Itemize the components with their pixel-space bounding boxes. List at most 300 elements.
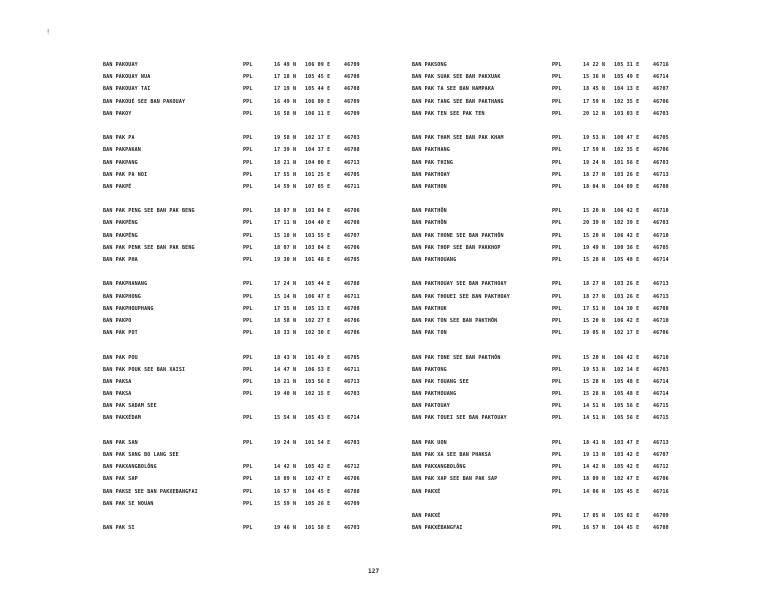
- gazetteer-entry: [103, 99, 403, 111]
- entry-lat: 14 06 N: [583, 488, 606, 495]
- entry-code: 46714: [653, 257, 669, 263]
- entry-code: 46714: [653, 378, 669, 385]
- entry-lat: 19 13 N: [583, 452, 606, 458]
- entry-name: BAN PAKSA: [103, 378, 132, 385]
- entry-code: 46708: [344, 74, 360, 81]
- entry-lon: 105 48 E: [614, 257, 640, 263]
- entry-name: BAN PAK SUAK SEE BAN PAKXUAK: [412, 74, 501, 81]
- entry-name: BAN PAK SANG BO LANG SEE: [103, 452, 179, 458]
- entry-name: BAN PAK SAN: [103, 439, 138, 446]
- entry-lat: 18 21 N: [274, 378, 297, 385]
- entry-name: BAN PAK PA NOI: [103, 171, 148, 178]
- gazetteer-entry: [103, 501, 403, 513]
- entry-lon: 103 26 E: [614, 293, 640, 300]
- entry-type: PPL: [243, 439, 253, 446]
- gazetteer-entry: [103, 147, 403, 159]
- entry-code: 46712: [653, 464, 669, 471]
- entry-lon: 105 31 E: [614, 62, 640, 68]
- entry-lon: 105 48 E: [614, 391, 640, 398]
- entry-type: PPL: [243, 159, 253, 166]
- gazetteer-entry: [412, 415, 712, 427]
- entry-lon: 106 09 E: [305, 98, 331, 105]
- entry-lon: 103 03 E: [614, 110, 640, 117]
- entry-name: BAN PAK TANG SEE BAN PAKTHANG: [412, 98, 504, 105]
- entry-name: BAN PAK TOUANG SEE: [412, 378, 469, 385]
- entry-code: 46706: [653, 476, 669, 483]
- entry-lon: 103 55 E: [305, 232, 331, 239]
- section-gap: [103, 428, 403, 440]
- entry-code: 46707: [653, 86, 669, 93]
- entry-lat: 18 41 N: [583, 439, 606, 446]
- entry-lon: 103 26 E: [614, 171, 640, 178]
- section-gap: [103, 196, 403, 208]
- entry-type: PPL: [243, 305, 253, 312]
- entry-lat: 15 28 N: [583, 257, 606, 263]
- entry-name: BAN PAK THOP SEE BAN PAKKHOP: [412, 244, 501, 251]
- entry-lon: 104 45 E: [305, 488, 331, 495]
- entry-lon: 102 47 E: [305, 476, 331, 483]
- entry-name: BAN PAKTHUK: [412, 305, 447, 312]
- entry-type: PPL: [552, 464, 562, 471]
- entry-lon: 102 47 E: [614, 476, 640, 483]
- entry-name: BAN PAK TOUEI SEE BAN PAKTOUAY: [412, 415, 507, 422]
- gazetteer-entry: [412, 208, 712, 220]
- entry-type: PPL: [552, 366, 562, 373]
- entry-lat: 16 57 N: [274, 488, 297, 495]
- entry-lon: 102 39 E: [614, 220, 640, 227]
- entry-name: BAN PAKPÉNG: [103, 220, 138, 227]
- entry-type: PPL: [552, 257, 562, 263]
- gazetteer-entry: [103, 245, 403, 257]
- entry-name: BAN PAKPANG: [103, 159, 138, 166]
- entry-lat: 16 57 N: [583, 525, 606, 532]
- entry-name: BAN PAKTHOUAY SEE BAN PAKTHOAY: [412, 281, 507, 288]
- entry-name: BAN PAKOUAY NUA: [103, 74, 151, 81]
- entry-code: 46706: [344, 317, 360, 324]
- entry-lon: 102 27 E: [305, 317, 331, 324]
- entry-lat: 15 28 N: [583, 378, 606, 385]
- entry-lat: 15 36 N: [583, 74, 606, 81]
- entry-lat: 16 58 N: [274, 110, 297, 117]
- entry-name: BAN PAKOY: [103, 110, 132, 117]
- entry-type: PPL: [552, 512, 562, 519]
- entry-lat: 18 27 N: [583, 293, 606, 300]
- entry-lat: 17 35 N: [274, 305, 297, 312]
- entry-type: PPL: [552, 135, 562, 142]
- gazetteer-entry: [412, 403, 712, 415]
- entry-code: 46703: [653, 110, 669, 117]
- entry-type: PPL: [243, 366, 253, 373]
- entry-name: BAN PAKXÉ: [412, 488, 441, 495]
- entry-lat: 17 18 N: [274, 74, 297, 81]
- entry-name: BAN PAKSONG: [412, 62, 447, 68]
- entry-lat: 15 20 N: [583, 232, 606, 239]
- entry-lon: 103 04 E: [305, 244, 331, 251]
- entry-code: 46711: [344, 366, 360, 373]
- section-gap: [412, 428, 712, 440]
- entry-name: BAN PAK SE NOUAN: [103, 500, 154, 507]
- entry-lat: 14 42 N: [274, 464, 297, 471]
- entry-type: PPL: [552, 110, 562, 117]
- gazetteer-entry: [412, 245, 712, 257]
- entry-type: PPL: [243, 98, 253, 105]
- entry-lon: 101 54 E: [305, 439, 331, 446]
- gazetteer-entry: [412, 111, 712, 123]
- entry-name: BAN PAKTHANG: [412, 147, 450, 154]
- gazetteer-entry: [103, 318, 403, 330]
- entry-name: BAN PAKTOUAY: [412, 403, 450, 410]
- gazetteer-entry: [412, 489, 712, 501]
- entry-lat: 19 58 N: [274, 135, 297, 142]
- entry-type: PPL: [243, 220, 253, 227]
- entry-type: PPL: [243, 293, 253, 300]
- entry-code: 46705: [653, 135, 669, 142]
- gazetteer-entry: [103, 74, 403, 86]
- entry-lat: 15 59 N: [274, 500, 297, 507]
- entry-name: BAN PAKTHON: [412, 183, 447, 190]
- entry-code: 46709: [344, 62, 360, 68]
- entry-lon: 105 49 E: [614, 74, 640, 81]
- gazetteer-entry: [412, 379, 712, 391]
- gazetteer-entry: [412, 220, 712, 232]
- entry-code: 46703: [344, 525, 360, 532]
- entry-code: 46714: [653, 74, 669, 81]
- margin-mark: !: [46, 28, 51, 36]
- entry-code: 46705: [344, 171, 360, 178]
- gazetteer-entry: [103, 220, 403, 232]
- gazetteer-entry: [412, 464, 712, 476]
- entry-code: 46715: [653, 403, 669, 410]
- entry-type: PPL: [552, 208, 562, 215]
- entry-code: 46703: [653, 220, 669, 227]
- gazetteer-entry: [412, 135, 712, 147]
- entry-lat: 18 58 N: [274, 317, 297, 324]
- entry-name: BAN PAK THONE SEE BAN PAKTHÔN: [412, 232, 504, 239]
- entry-name: BAN PAK POT: [103, 330, 138, 337]
- gazetteer-entry: [412, 355, 712, 367]
- entry-type: PPL: [243, 171, 253, 178]
- entry-type: PPL: [552, 391, 562, 398]
- entry-lat: 19 05 N: [583, 330, 606, 337]
- entry-name: BAN PAK UON: [412, 439, 447, 446]
- entry-type: PPL: [552, 220, 562, 227]
- gazetteer-entry: [412, 160, 712, 172]
- entry-lon: 106 47 E: [305, 293, 331, 300]
- entry-lat: 18 09 N: [583, 476, 606, 483]
- entry-type: PPL: [243, 135, 253, 142]
- entry-code: 46710: [653, 208, 669, 215]
- entry-lat: 19 40 N: [274, 391, 297, 398]
- entry-name: BAN PAKTHÔN: [412, 208, 447, 215]
- entry-code: 46706: [653, 330, 669, 337]
- entry-lon: 101 48 E: [305, 257, 331, 263]
- entry-code: 46716: [653, 62, 669, 68]
- entry-name: BAN PAK XA SEE BAN PHAKSA: [412, 452, 492, 458]
- entry-type: PPL: [243, 464, 253, 471]
- entry-lon: 103 26 E: [614, 281, 640, 288]
- entry-type: PPL: [552, 98, 562, 105]
- gazetteer-entry: [412, 184, 712, 196]
- entry-type: PPL: [243, 208, 253, 215]
- entry-lat: 18 21 N: [274, 159, 297, 166]
- entry-code: 46708: [653, 183, 669, 190]
- entry-lon: 105 02 E: [614, 512, 640, 519]
- section-gap: [412, 196, 712, 208]
- entry-lon: 105 45 E: [614, 488, 640, 495]
- section-gap: [103, 123, 403, 135]
- entry-name: BAN PAKSA: [103, 391, 132, 398]
- entry-lat: 18 43 N: [274, 354, 297, 361]
- gazetteer-column-left: [103, 62, 403, 537]
- entry-code: 46708: [653, 305, 669, 312]
- entry-lat: 14 51 N: [583, 403, 606, 410]
- entry-name: BAN PAKTHOAY: [412, 171, 450, 178]
- entry-type: PPL: [243, 378, 253, 385]
- section-gap: [103, 342, 403, 354]
- section-gap: [103, 269, 403, 281]
- gazetteer-entry: [103, 379, 403, 391]
- entry-type: PPL: [243, 244, 253, 251]
- entry-lon: 102 30 E: [305, 330, 331, 337]
- entry-code: 46711: [344, 293, 360, 300]
- entry-lat: 19 53 N: [583, 366, 606, 373]
- entry-code: 46713: [344, 378, 360, 385]
- entry-name: BAN PAKTONG: [412, 366, 447, 373]
- entry-lat: 18 07 N: [274, 208, 297, 215]
- entry-lon: 106 11 E: [305, 110, 331, 117]
- entry-code: 46713: [653, 281, 669, 288]
- entry-code: 46703: [653, 159, 669, 166]
- entry-name: BAN PAK TON: [412, 330, 447, 337]
- entry-code: 46708: [344, 86, 360, 93]
- entry-lat: 20 39 N: [583, 220, 606, 227]
- entry-code: 46706: [344, 476, 360, 483]
- entry-type: PPL: [552, 159, 562, 166]
- entry-type: PPL: [552, 293, 562, 300]
- entry-lat: 15 20 N: [583, 317, 606, 324]
- entry-lat: 16 49 N: [274, 62, 297, 68]
- section-gap: [412, 342, 712, 354]
- gazetteer-entry: [412, 367, 712, 379]
- entry-lon: 102 14 E: [614, 366, 640, 373]
- entry-lon: 105 26 E: [305, 500, 331, 507]
- entry-lon: 105 56 E: [614, 415, 640, 422]
- gazetteer-entry: [412, 330, 712, 342]
- entry-code: 46708: [344, 305, 360, 312]
- gazetteer-entry: [412, 476, 712, 488]
- gazetteer-entry: [103, 294, 403, 306]
- entry-lat: 14 22 N: [583, 62, 606, 68]
- entry-code: 46714: [344, 415, 360, 422]
- entry-code: 46716: [653, 488, 669, 495]
- entry-lon: 104 37 E: [305, 147, 331, 154]
- entry-code: 46706: [344, 330, 360, 337]
- entry-lat: 17 24 N: [274, 281, 297, 288]
- entry-lat: 17 39 N: [274, 147, 297, 154]
- entry-lat: 17 51 N: [583, 305, 606, 312]
- gazetteer-entry: [103, 403, 403, 415]
- entry-lon: 104 30 E: [614, 305, 640, 312]
- gazetteer-entry: [103, 415, 403, 427]
- gazetteer-entry: [103, 257, 403, 269]
- entry-lon: 102 35 E: [614, 98, 640, 105]
- entry-code: 46713: [653, 171, 669, 178]
- gazetteer-entry: [412, 257, 712, 269]
- entry-name: BAN PAK SADAM SEE: [103, 403, 157, 410]
- entry-name: BAN PAK SI: [103, 525, 135, 532]
- entry-name: BAN PAKPÉ: [103, 183, 132, 190]
- entry-lat: 17 55 N: [274, 171, 297, 178]
- entry-type: PPL: [552, 62, 562, 68]
- entry-type: PPL: [243, 391, 253, 398]
- entry-lon: 105 45 E: [305, 74, 331, 81]
- gazetteer-entry: [412, 74, 712, 86]
- entry-type: PPL: [552, 378, 562, 385]
- entry-name: BAN PAKTHOUANG: [412, 391, 457, 398]
- entry-code: 46710: [653, 317, 669, 324]
- entry-lon: 104 00 E: [305, 159, 331, 166]
- gazetteer-column-right: [412, 62, 712, 537]
- gazetteer-entry: [412, 281, 712, 293]
- entry-lat: 15 20 N: [583, 208, 606, 215]
- entry-lat: 14 59 N: [274, 183, 297, 190]
- gazetteer-entry: [412, 525, 712, 537]
- entry-code: 46708: [344, 220, 360, 227]
- entry-lon: 105 42 E: [305, 464, 331, 471]
- entry-name: BAN PAKPÉNG: [103, 232, 138, 239]
- entry-code: 46713: [653, 439, 669, 446]
- gazetteer-entry: [412, 86, 712, 98]
- entry-lon: 104 13 E: [614, 86, 640, 93]
- gazetteer-entry: [103, 86, 403, 98]
- entry-lon: 105 42 E: [614, 464, 640, 471]
- entry-code: 46705: [653, 244, 669, 251]
- entry-lon: 101 25 E: [305, 171, 331, 178]
- entry-lon: 105 48 E: [614, 378, 640, 385]
- entry-name: BAN PAK THING: [412, 159, 454, 166]
- entry-name: BAN PAKTHOUANG: [412, 257, 457, 263]
- entry-lat: 15 14 N: [274, 293, 297, 300]
- entry-name: BAN PAKTHÔN: [412, 220, 447, 227]
- entry-lat: 19 24 N: [274, 439, 297, 446]
- entry-type: PPL: [552, 86, 562, 93]
- entry-code: 46707: [344, 232, 360, 239]
- gazetteer-entry: [103, 172, 403, 184]
- gazetteer-entry: [103, 233, 403, 245]
- gazetteer-entry: [103, 367, 403, 379]
- entry-name: BAN PAKPHANANG: [103, 281, 148, 288]
- entry-lat: 18 09 N: [274, 476, 297, 483]
- entry-code: 46715: [653, 415, 669, 422]
- entry-lat: 18 45 N: [583, 86, 606, 93]
- entry-lon: 106 42 E: [614, 208, 640, 215]
- gazetteer-entry: [412, 306, 712, 318]
- gazetteer-entry: [103, 464, 403, 476]
- entry-type: PPL: [552, 354, 562, 361]
- entry-name: BAN PAK TON SEE BAN PAKTHÔN: [412, 317, 498, 324]
- entry-type: PPL: [243, 110, 253, 117]
- entry-code: 46710: [653, 232, 669, 239]
- gazetteer-entry: [103, 62, 403, 74]
- entry-type: PPL: [552, 281, 562, 288]
- entry-code: 46709: [344, 98, 360, 105]
- entry-lon: 106 42 E: [614, 317, 640, 324]
- entry-type: PPL: [243, 488, 253, 495]
- entry-name: BAN PAK PENK SEE BAN PAK BENG: [103, 244, 195, 251]
- gazetteer-entry: [103, 306, 403, 318]
- gazetteer-entry: [412, 452, 712, 464]
- entry-lon: 102 17 E: [614, 330, 640, 337]
- entry-type: PPL: [243, 415, 253, 422]
- gazetteer-entry: [103, 330, 403, 342]
- entry-lon: 105 44 E: [305, 86, 331, 93]
- entry-code: 46713: [653, 293, 669, 300]
- gazetteer-entry: [412, 294, 712, 306]
- entry-type: PPL: [552, 330, 562, 337]
- gazetteer-entry: [103, 281, 403, 293]
- entry-lon: 105 13 E: [305, 305, 331, 312]
- entry-lon: 106 53 E: [305, 366, 331, 373]
- entry-name: BAN PAKXÉDAM: [103, 415, 141, 422]
- entry-lon: 103 47 E: [614, 439, 640, 446]
- entry-lon: 100 36 E: [614, 244, 640, 251]
- entry-lon: 104 45 E: [614, 525, 640, 532]
- entry-lat: 16 49 N: [274, 98, 297, 105]
- entry-name: BAN PAK POUK SEE BAN XAISI: [103, 366, 186, 373]
- entry-type: PPL: [552, 232, 562, 239]
- entry-type: PPL: [552, 305, 562, 312]
- entry-lon: 102 35 E: [614, 147, 640, 154]
- entry-lat: 18 07 N: [274, 244, 297, 251]
- entry-name: BAN PAKOUÉ SEE BAN PAKOUAY: [103, 98, 186, 105]
- page-number: 127: [368, 568, 380, 575]
- entry-type: PPL: [552, 415, 562, 422]
- entry-lat: 15 54 N: [274, 415, 297, 422]
- entry-name: BAN PAK TA SEE BAN NAMPAKA: [412, 86, 495, 93]
- entry-lon: 102 17 E: [305, 135, 331, 142]
- entry-type: PPL: [552, 147, 562, 154]
- entry-lon: 106 09 E: [305, 62, 331, 68]
- gazetteer-entry: [412, 440, 712, 452]
- gazetteer-entry: [103, 440, 403, 452]
- entry-lat: 18 27 N: [583, 281, 606, 288]
- entry-name: BAN PAK PHA: [103, 257, 138, 263]
- entry-code: 46703: [344, 391, 360, 398]
- entry-lat: 17 59 N: [583, 147, 606, 154]
- entry-code: 46713: [344, 159, 360, 166]
- entry-name: BAN PAK THAM SEE BAN PAK KHAM: [412, 135, 504, 142]
- entry-name: BAN PAK TEN SEE PAK TEN: [412, 110, 485, 117]
- entry-lat: 14 47 N: [274, 366, 297, 373]
- section-gap: [412, 123, 712, 135]
- entry-code: 46709: [344, 500, 360, 507]
- entry-type: PPL: [243, 147, 253, 154]
- entry-code: 46706: [344, 244, 360, 251]
- entry-lon: 104 40 E: [305, 220, 331, 227]
- entry-code: 46706: [653, 147, 669, 154]
- section-gap: [412, 501, 712, 513]
- gazetteer-entry: [412, 391, 712, 403]
- entry-lon: 101 49 E: [305, 354, 331, 361]
- entry-type: PPL: [552, 317, 562, 324]
- entry-name: BAN PAKXANGBOLÔNG: [412, 464, 466, 471]
- entry-lon: 106 42 E: [614, 232, 640, 239]
- gazetteer-entry: [412, 99, 712, 111]
- gazetteer-entry: [103, 135, 403, 147]
- entry-code: 46706: [653, 98, 669, 105]
- gazetteer-entry: [103, 184, 403, 196]
- entry-lon: 105 56 E: [614, 403, 640, 410]
